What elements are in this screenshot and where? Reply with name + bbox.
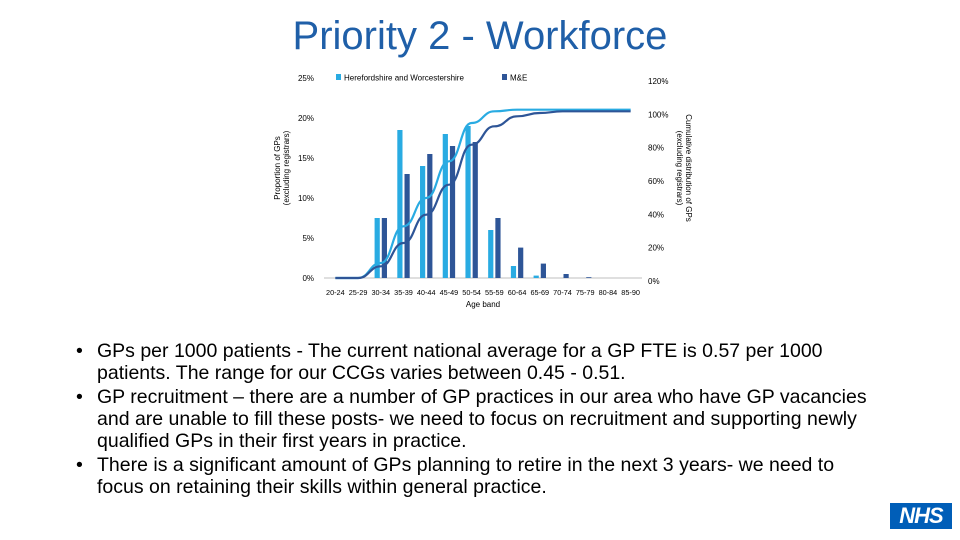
bullet-icon: • xyxy=(76,386,83,408)
nhs-logo: NHS xyxy=(890,503,952,529)
y2-tick-label: 80% xyxy=(648,143,665,153)
bullet-list xyxy=(76,340,876,500)
x-tick-label: 40-44 xyxy=(416,288,436,297)
bullet-text: GP recruitment – there are a number of GP practices in our area who have GP vacancies and are unable to fill these posts- we need to focus on recruitment and supporting newly qualified GPs in their first years in practice. xyxy=(97,386,867,452)
y2-tick-label: 0% xyxy=(648,277,660,286)
x-tick-label: 35-39 xyxy=(394,288,413,297)
y-axis-title: Proportion of GPs(excluding registrars) xyxy=(273,130,291,206)
bar xyxy=(420,166,425,278)
x-tick-label: 80-84 xyxy=(598,288,618,297)
bar xyxy=(511,266,516,278)
y2-tick-label: 20% xyxy=(648,243,665,253)
x-tick-label: 70-74 xyxy=(553,288,572,297)
bar xyxy=(488,230,493,278)
y2-tick-label: 120% xyxy=(648,77,669,86)
bullet-text: GPs per 1000 patients - The current national average for a GP FTE is 0.57 per 1000 patients. The range for our CCGs varies between 0.45 - 0.51. xyxy=(97,340,823,384)
bar xyxy=(541,264,546,278)
bar xyxy=(382,218,387,278)
y-tick-label: 25% xyxy=(297,74,314,83)
y-tick-label: 20% xyxy=(297,114,314,123)
y-tick-label: 15% xyxy=(297,154,314,163)
bullet-item xyxy=(76,454,876,498)
legend-label: M&E xyxy=(510,73,528,83)
y2-axis-title: Cumulative distribution of GPs(excluding registrars) xyxy=(675,114,693,222)
bullet-text: There is a significant amount of GPs planning to retire in the next 3 years- we need to focus on retaining their skills within general practice. xyxy=(97,454,835,498)
bar xyxy=(534,276,539,278)
age-band-chart xyxy=(270,60,700,320)
x-axis-title: Age band xyxy=(465,300,501,309)
bullet-icon: • xyxy=(76,454,83,476)
bar xyxy=(443,134,448,278)
y2-tick-label: 40% xyxy=(648,210,665,220)
y2-tick-label: 100% xyxy=(648,110,669,120)
bar xyxy=(586,277,591,278)
bar xyxy=(518,248,523,278)
y-tick-label: 0% xyxy=(302,274,314,283)
y-tick-label: 5% xyxy=(302,234,314,243)
x-tick-label: 25-29 xyxy=(348,288,368,297)
x-tick-label: 65-69 xyxy=(530,288,550,297)
bar xyxy=(450,146,455,278)
x-tick-label: 55-59 xyxy=(485,288,504,297)
slide-title: Priority 2 - Workforce xyxy=(292,14,668,58)
x-tick-label: 75-79 xyxy=(575,288,595,297)
bullet-item xyxy=(76,340,876,384)
y2-tick-label: 60% xyxy=(648,177,665,186)
bar xyxy=(375,218,380,278)
bullet-item xyxy=(76,386,876,452)
x-tick-label: 30-34 xyxy=(371,288,391,297)
bar xyxy=(564,274,569,278)
bar xyxy=(397,130,402,278)
legend-swatch xyxy=(502,74,507,80)
x-tick-label: 60-64 xyxy=(507,288,527,297)
x-tick-label: 20-24 xyxy=(326,288,345,297)
x-tick-label: 45-49 xyxy=(439,288,459,297)
bar xyxy=(473,142,478,278)
bar xyxy=(427,154,432,278)
x-tick-label: 50-54 xyxy=(462,288,481,297)
legend-swatch xyxy=(336,74,341,80)
bar xyxy=(495,218,500,278)
y-tick-label: 10% xyxy=(297,194,314,203)
legend-label: Herefordshire and Worcestershire xyxy=(344,73,464,83)
bullet-icon: • xyxy=(76,340,83,362)
chart-svg xyxy=(270,60,700,320)
x-tick-label: 85-90 xyxy=(621,288,640,297)
